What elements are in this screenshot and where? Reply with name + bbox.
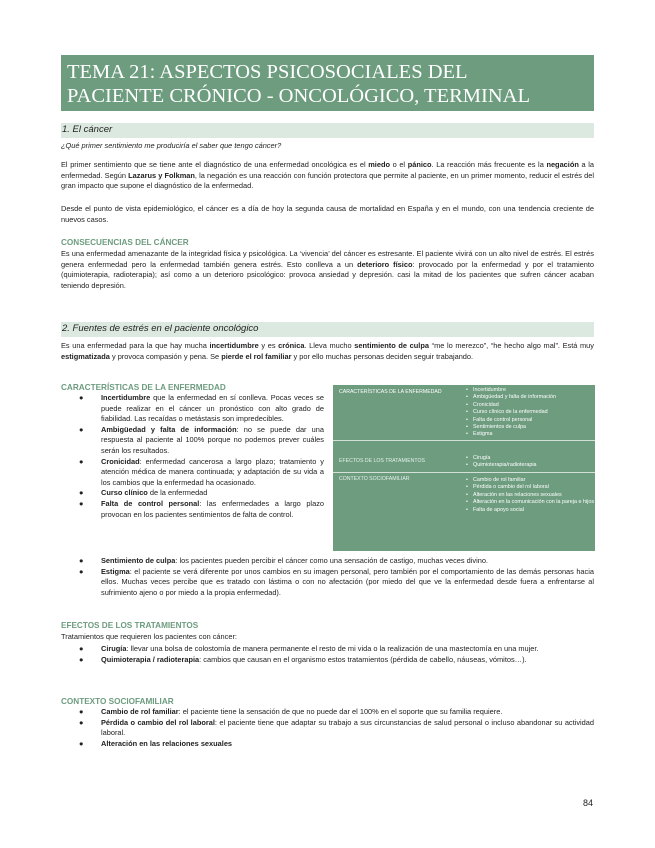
table-item: • Estigma xyxy=(473,431,492,438)
list-item: ● Pérdida o cambio del rol laboral: el paciente tiene que adaptar su trabajo a sus circunstancias de salud personal o incluso abandonar su actividad laboral. xyxy=(79,717,594,738)
table-item: • Sentimientos de culpa xyxy=(473,424,526,431)
page-title-line-1: TEMA 21: ASPECTOS PSICOSOCIALES DEL xyxy=(67,61,468,83)
summary-table xyxy=(333,385,595,551)
bullet-list xyxy=(79,556,594,598)
table-item: • Curso clínico de la enfermedad xyxy=(473,409,548,416)
bullet-list xyxy=(79,644,594,665)
paragraph: El primer sentimiento que se tiene ante el diagnóstico de una enfermedad oncológica es el miedo o el pánico. La reacción más frecuente es la negación a la enfermedad. Según Lazarus y Folkman, la negación es una reacción con función protectora que permite al paciente, en un primer momento, reducir el estrés del gran impacto que supone el diagnóstico de la enfermedad. xyxy=(61,160,595,191)
bullet-icon: ● xyxy=(79,424,84,434)
table-item: • Falta de apoyo social xyxy=(473,507,524,514)
paragraph: Es una enfermedad amenazante de la integridad física y psicológica. La ‘vivencia’ del cáncer es estresante. El paciente vivirá con un alto nivel de estrés. El estrés genera enfermedad pero la enfermedad también genera estrés. Esto conlleva a un deterioro físico: provocado por la enfermedad y por el tratamiento (quimioterapia, radioterapia); así como a un deterioro psicológico: provoca ansiedad y depresión. casi la mitad de los pacientes que sufren cáncer acaban teniendo depresión. xyxy=(61,249,595,290)
table-item: • Pérdida o cambio del rol laboral xyxy=(473,484,549,491)
paragraph: Desde el punto de vista epidemiológico, el cáncer es a día de hoy la segunda causa de mortalidad en España y en el mundo, con una tendencia creciente de nuevos casos. xyxy=(61,204,594,224)
table-item: • Quimioterapia/radioterapia xyxy=(473,462,537,469)
bullet-list xyxy=(79,393,324,520)
paragraph: Tratamientos que requieren los pacientes con cáncer: xyxy=(61,632,237,641)
table-label: CONTEXTO SOCIOFAMILIAR xyxy=(339,476,410,482)
bullet-icon: ● xyxy=(79,498,84,508)
list-item: ● Sentimiento de culpa: los pacientes pueden percibir el cáncer como una sensación de castigo, muchas veces divino. xyxy=(79,556,488,565)
table-item: • Cirugía xyxy=(473,455,490,462)
list-item: ● Ambigüedad y falta de información: no se puede dar una respuesta al paciente al 100% porque no podemos prever cuáles serán los resultados. xyxy=(79,424,324,455)
table-item: • Alteración en las relaciones sexuales xyxy=(473,492,562,499)
list-item: ● Incertidumbre que la enfermedad en sí conlleva. Pocas veces se puede realizar en el cáncer un pronóstico con alto grado de fiabilidad. Las recaídas o metástasis son impredecibles. xyxy=(79,393,324,424)
bullet-icon: ● xyxy=(79,456,84,466)
section-heading-cancer: 1. El cáncer xyxy=(61,123,594,138)
bullet-icon: ● xyxy=(79,654,84,664)
table-item: • Cronicidad xyxy=(473,402,499,409)
list-item: ● Cirugía: llevar una bolsa de colostomía de manera permanente el resto de mi vida o la realización de una mastectomía en una mujer. xyxy=(79,644,539,653)
bullet-icon: ● xyxy=(79,717,84,727)
table-item: • Ambigüedad y falta de información xyxy=(473,394,556,401)
list-item: ● Cronicidad: enfermedad cancerosa a largo plazo; tratamiento y atención médica de manera continuada; y adaptación de su vida a los cambios que la enfermedad ha ocasionado. xyxy=(79,456,324,487)
bullet-list xyxy=(79,707,594,749)
bullet-icon: ● xyxy=(79,707,84,716)
bullet-icon: ● xyxy=(79,566,84,576)
table-item: • Falta de control personal xyxy=(473,417,532,424)
subheading-efectos: EFECTOS DE LOS TRATAMIENTOS xyxy=(61,621,199,630)
divider xyxy=(333,472,595,473)
section-heading-estres: 2. Fuentes de estrés en el paciente oncológico xyxy=(61,322,594,337)
table-item: • Cambio de rol familiar xyxy=(473,477,525,484)
list-item: ● Alteración en las relaciones sexuales xyxy=(79,738,233,748)
bullet-icon: ● xyxy=(79,488,84,498)
table-item: • Alteración en la comunicación con la pareja e hijos xyxy=(473,499,594,506)
list-item: ● Curso clínico de la enfermedad xyxy=(79,488,208,498)
list-item: ● Cambio de rol familiar: el paciente tiene la sensación de que no puede dar el 100% en el soporte que su familia requiere. xyxy=(79,707,503,716)
table-label: CARACTERÍSTICAS DE LA ENFERMEDAD xyxy=(339,389,442,395)
subheading-contexto: CONTEXTO SOCIOFAMILIAR xyxy=(61,697,174,706)
table-item: • Incertidumbre xyxy=(473,387,506,394)
question-text: ¿Qué primer sentimiento me produciría el saber que tengo cáncer? xyxy=(61,141,282,150)
paragraph: Es una enfermedad para la que hay mucha incertidumbre y es crónica. Lleva mucho sentimiento de culpa “me lo merezco”, “he hecho algo mal”. Está muy estigmatizada y provoca compasión y pena. Se pierde el rol familiar y por ello muchas personas deciden seguir trabajando. xyxy=(61,341,594,361)
table-label: EFECTOS DE LOS TRATAMIENTOS xyxy=(339,458,425,464)
page-title-line-2: PACIENTE CRÓNICO - ONCOLÓGICO, TERMINAL xyxy=(67,85,530,107)
bullet-icon: ● xyxy=(79,644,84,653)
bullet-icon: ● xyxy=(79,393,84,402)
subheading-caracteristicas: CARACTERÍSTICAS DE LA ENFERMEDAD xyxy=(61,383,226,392)
list-item: ● Estigma: el paciente se verá diferente por unos cambios en su imagen personal, pero también por el comportamiento de las demás personas hacia ellos. Muchas veces percibe que es tratado con lástima o con no afectación (por miedo del que ve la enfermedad desde fuera a enfrentarse al sufrimiento ajeno o por miedo a la propia enfermedad). xyxy=(79,566,594,597)
list-item: ● Falta de control personal: las enfermedades a largo plazo provocan en los pacientes sentimientos de falta de control. xyxy=(79,498,324,519)
page-number: 84 xyxy=(583,798,594,808)
divider xyxy=(333,440,595,441)
page-title xyxy=(61,55,594,111)
bullet-icon: ● xyxy=(79,556,84,565)
subheading-consecuencias: CONSECUENCIAS DEL CÁNCER xyxy=(61,238,189,247)
bullet-icon: ● xyxy=(79,738,84,748)
list-item: ● Quimioterapia / radioterapia: cambios que causan en el organismo estos tratamientos (pérdida de cabello, náuseas, vómitos…). xyxy=(79,654,527,664)
